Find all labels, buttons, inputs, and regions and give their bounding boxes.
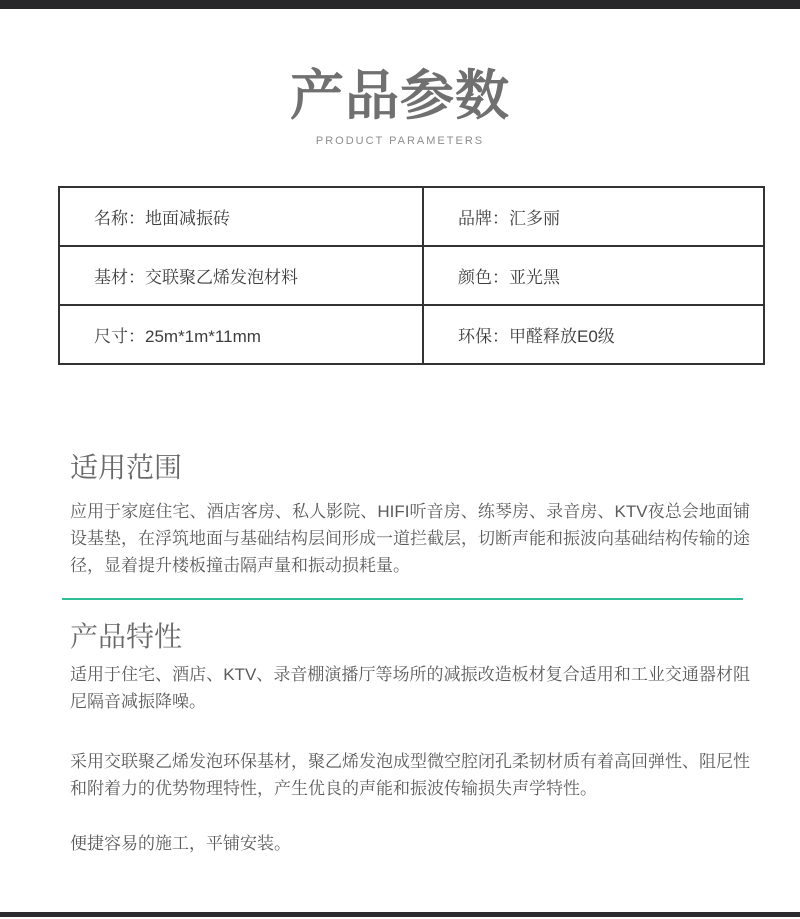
page-title: 产品参数: [290, 66, 510, 126]
spec-cell-color: 颜色：亚光黑: [423, 246, 764, 305]
features-section: [70, 620, 750, 858]
features-paragraph: 便捷容易的施工，平铺安装。: [70, 834, 291, 854]
bottom-divider-bar: [0, 912, 800, 917]
title-block: [0, 9, 800, 147]
scope-heading: 适用范围: [70, 452, 183, 484]
spec-table: [58, 186, 765, 365]
table-row: [59, 187, 764, 246]
accent-divider: [62, 598, 743, 600]
spec-cell-name: 名称：地面减振砖: [59, 187, 423, 246]
spec-cell-size: 尺寸：25m*1m*11mm: [59, 305, 423, 364]
spec-cell-brand: 品牌：汇多丽: [423, 187, 764, 246]
page-subtitle: PRODUCT PARAMETERS: [315, 135, 485, 148]
features-paragraph: 采用交联聚乙烯发泡环保基材，聚乙烯发泡成型微空腔闭孔柔韧材质有着高回弹性、阻尼性和附着力的优势物理特性，产生优良的声能和振波传输损失声学特性。: [70, 752, 750, 799]
features-heading: 产品特性: [70, 620, 183, 652]
scope-paragraph: 应用于家庭住宅、酒店客房、私人影院、HIFI听音房、练琴房、录音房、KTV夜总会地面铺设基垫，在浮筑地面与基础结构层间形成一道拦截层，切断声能和振波向基础结构传输的途径，显着提升楼板撞击隔声量和振动损耗量。: [70, 501, 750, 575]
table-row: [59, 246, 764, 305]
top-divider-bar: [0, 0, 800, 9]
scope-section: [70, 451, 750, 579]
spec-cell-eco: 环保：甲醛释放E0级: [423, 305, 764, 364]
table-row: [59, 305, 764, 364]
features-paragraph: 适用于住宅、酒店、KTV、录音棚演播厅等场所的减振改造板材复合适用和工业交通器材阻尼隔音减振降噪。: [70, 665, 750, 712]
spec-cell-material: 基材：交联聚乙烯发泡材料: [59, 246, 423, 305]
